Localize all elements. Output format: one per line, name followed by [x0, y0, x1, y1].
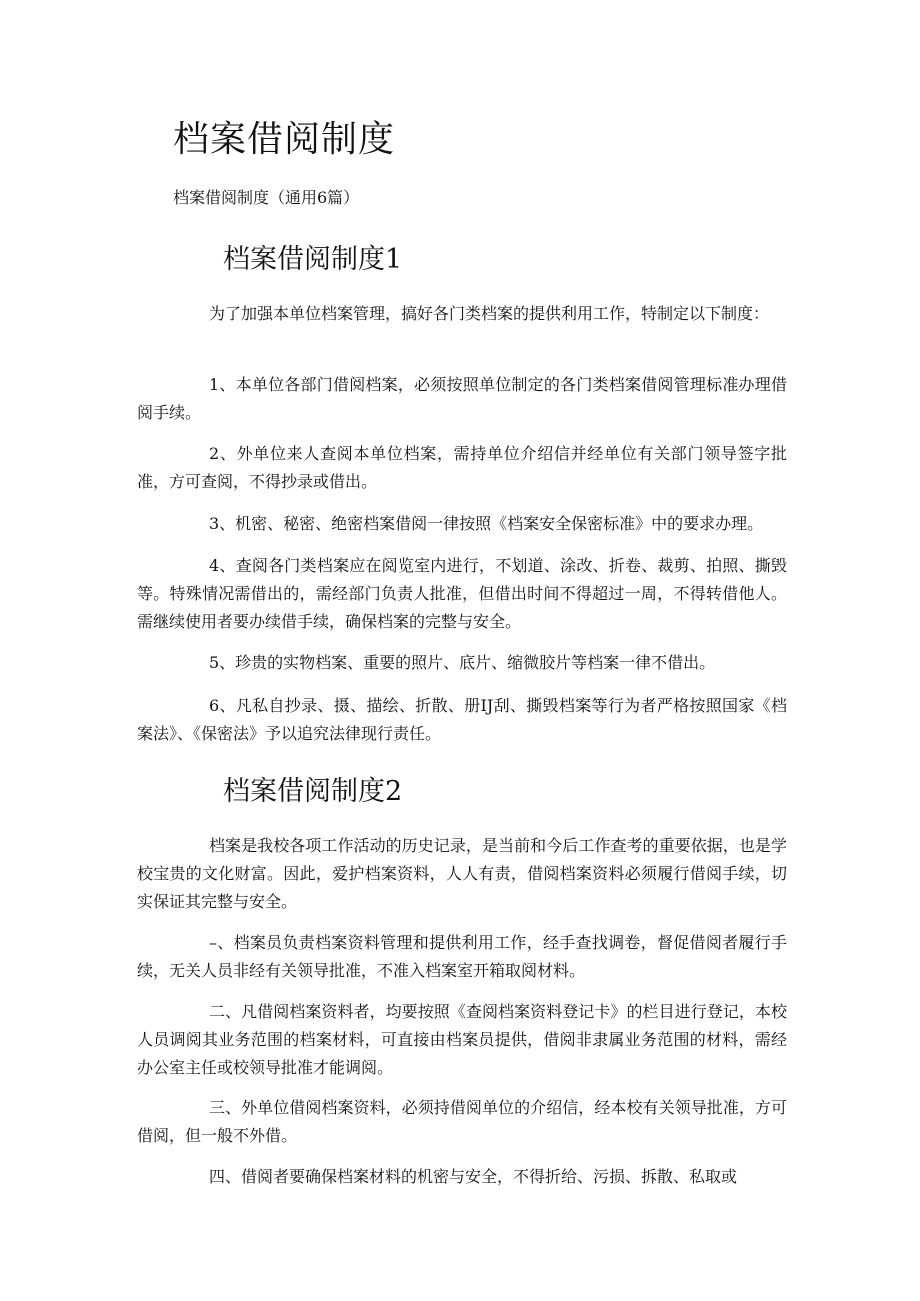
paragraph: –、档案员负责档案资料管理和提供利用工作，经手查找调卷，督促借阅者履行手续，无关人员非经有关领导批准，不准入档案室开箱取阅材料。 — [137, 933, 787, 980]
paragraph: 二、凡借阅档案资料者，均要按照《查阅档案资料登记卡》的栏目进行登记，本校人员调阅其业务范围的档案材料，可直接由档案员提供，借阅非隶属业务范围的材料，需经办公室主任或校领导批准才能调阅。 — [137, 1002, 787, 1077]
paragraph: 为了加强本单位档案管理，搞好各门类档案的提供利用工作，特制定以下制度： — [209, 304, 770, 323]
section-heading-1: 档案借阅制度1 — [223, 244, 403, 275]
paragraph: 2、外单位来人查阅本单位档案，需持单位介绍信并经单位有关部门领导签字批准，方可查阅，不得抄录或借出。 — [137, 444, 787, 491]
paragraph: 5、珍贵的实物档案、重要的照片、底片、缩微胶片等档案一律不借出。 — [209, 653, 716, 672]
section-heading-2: 档案借阅制度2 — [223, 776, 403, 807]
paragraph: 1、本单位各部门借阅档案，必须按照单位制定的各门类档案借阅管理标准办理借阅手续。 — [137, 375, 787, 422]
paragraph: 3、机密、秘密、绝密档案借阅一律按照《档案安全保密标准》中的要求办理。 — [209, 514, 764, 533]
document-title: 档案借阅制度 — [173, 119, 396, 160]
document-subtitle: 档案借阅制度（通用6篇） — [173, 188, 360, 207]
paragraph: 三、外单位借阅档案资料，必须持借阅单位的介绍信，经本校有关领导批准，方可借阅，但一般不外借。 — [137, 1098, 787, 1145]
paragraph: 4、查阅各门类档案应在阅览室内进行，不划道、涂改、折卷、裁剪、拍照、撕毁等。特殊情况需借出的，需经部门负责人批准，但借出时间不得超过一周，不得转借他人。需继续使用者要办续借手续，确保档案的完整与安全。 — [137, 556, 787, 631]
paragraph: 档案是我校各项工作活动的历史记录，是当前和今后工作查考的重要依据，也是学校宝贵的文化财富。因此，爱护档案资料，人人有责，借阅档案资料必须履行借阅手续，切实保证其完整与安全。 — [137, 836, 787, 911]
paragraph: 四、借阅者要确保档案材料的机密与安全，不得折给、污损、拆散、私取或 — [209, 1167, 738, 1186]
paragraph: 6、凡私自抄录、摄、描绘、折散、册IJ刮、撕毁档案等行为者严格按照国家《档案法》、《保密法》予以追究法律现行责任。 — [137, 696, 787, 743]
